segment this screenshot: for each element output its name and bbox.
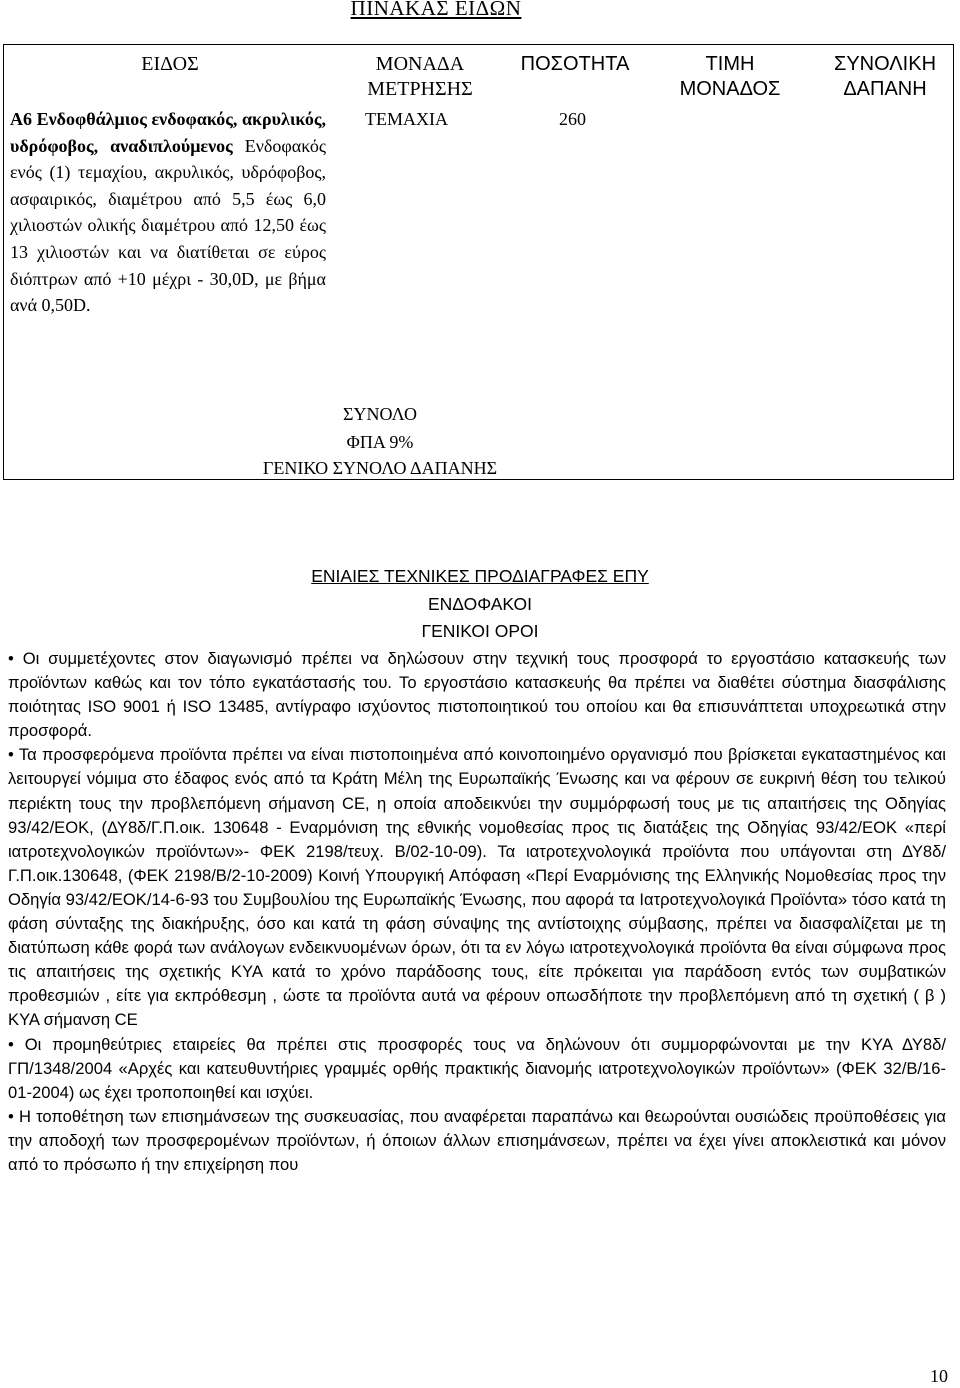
header-total-cost: [812, 52, 958, 102]
header-unit-line1: ΜΟΝΑΔΑ: [375, 53, 465, 75]
header-item: ΕΙΔΟΣ: [141, 53, 199, 75]
general-terms-body: [8, 647, 946, 1177]
page-number: 10: [930, 1366, 948, 1386]
header-quantity: ΠΟΣΟΤΗΤΑ: [520, 53, 630, 75]
terms-paragraph-text: Οι προμηθεύτριες εταιρείες θα πρέπει στις προσφορές τους να δηλώνουν ότι συμμορφώνονται με την ΚΥΑ ΔΥ8δ/ΓΠ/1348/2004 «Αρχές και κατευθυντήριες γραμμές ορθής πρακτικής διανομής ιατροτεχνολογικών προϊόντων» (ΦΕΚ 32/Β/16-01-2004) ως έχει τροποποιηθεί και ισχύει.: [8, 1034, 946, 1102]
header-total-line1: ΣΥΝΟΛΙΚΗ: [833, 53, 937, 75]
subtotal-label: ΣΥΝΟΛΟ: [343, 404, 417, 424]
item-description: Ενδοφακός ενός (1) τεμαχίου, ακρυλικός, υδρόφοβος, ασφαιρικός, διαμέτρου από 5,5 έως 6,0 χιλιοστών ολικής διαμέτρου από 12,50 έως 13 χιλιοστών και να διατίθεται σε εύρος διόπτρων από +10 μέχρι - 30,0D, με βήμα ανά 0,50D.: [10, 135, 327, 316]
terms-paragraph: • Οι συμμετέχοντες στον διαγωνισμό πρέπει να δηλώσουν στην τεχνική τους προσφορά το εργοστάσιο κατασκευής των προϊόντων καθώς και τον τόπο εγκατάστασής του. Το εργοστάσιο κατασκευής θα πρέπει να διαθέτει σύστημα διασφάλισης ποιότητας ISO 9001 ή ISO 13485, αντίγραφο ισχύοντος πιστοποιητικού του οποίου και θα επισυνάπτεται υποχρεωτικά στην προσφορά.: [8, 649, 946, 741]
header-unit-line2: ΜΕΤΡΗΣΗΣ: [367, 78, 473, 100]
terms-paragraph-text: Η τοποθέτηση των επισημάνσεων της συσκευασίας, που αναφέρεται παραπάνω και θεωρούνται ουσιώδεις προϋποθέσεις για την αποδοχή των προσφερομένων προϊόντων, ή όποιων άλλων επισημάνσεων, πρέπει να έχει γίνει αποκλειστικά και μόνον από το πρόσωπο ή την επιχείρηση που: [8, 1106, 947, 1174]
terms-paragraph: • Η τοποθέτηση των επισημάνσεων της συσκευασίας, που αναφέρεται παραπάνω και θεωρούνται ουσιώδεις προϋποθέσεις για την αποδοχή των προσφερομένων προϊόντων, ή όποιων άλλων επισημάνσεων, πρέπει να έχει γίνει αποκλειστικά και μόνον από το πρόσωπο ή την επιχείρηση που: [8, 1106, 947, 1174]
vat-label: ΦΠΑ 9%: [346, 432, 414, 452]
item-quantity: 260: [559, 109, 586, 129]
section-subheading: ΕΝΔΟΦΑΚΟΙ: [428, 594, 532, 614]
item-description-cell: [10, 106, 326, 319]
section-heading: ΕΝΙΑΙΕΣ ΤΕΧΝΙΚΕΣ ΠΡΟΔΙΑΓΡΑΦΕΣ ΕΠΥ: [311, 566, 649, 586]
header-price-line2: ΜΟΝΑΔΟΣ: [679, 78, 781, 100]
item-title: Α6 Ενδοφθάλμιος ενδοφακός, ακρυλικός, υδρόφοβος, αναδιπλούμενος: [10, 109, 326, 156]
terms-paragraph-text: Τα προσφερόμενα προϊόντα πρέπει να είναι πιστοποιημένα από κοινοποιημένο οργανισμό που βρίσκεται εγκαταστημένος και λειτουργεί νόμιμα στο έδαφος ενός από τα Κράτη Μέλη της Ευρωπαϊκής Ένωσης και να φέρουν σε ευκρινή θέση του τελικού περιέκτη τους την προβλεπόμενη σήμανση CE, η οποία αποδεικνύει την συμμόρφωσή τους με τις απαιτήσεις της Οδηγίας 93/42/ΕΟΚ, (ΔΥ8δ/Γ.Π.οικ. 130648 - Εναρμόνιση της εθνικής νομοθεσίας προς τις διατάξεις της Οδηγίας 93/42/ΕΟΚ «περί ιατροτεχνολογικών προϊόντων»- ΦΕΚ 2198/τευχ. Β/02-10-09). Τα ιατροτεχνολογικά προϊόντα που υπάγονται στη ΔΥ8δ/Γ.Π.οικ.130648, (ΦΕΚ 2198/Β/2-10-2009) Κοινή Υπουργική Απόφαση «Περί Εναρμόνισης της Ελληνικής Νομοθεσίας προς την Οδηγία 93/42/ΕΟΚ/14-6-93 του Συμβουλίου της Ευρωπαϊκής Ένωσης, που αφορά τα Ιατροτεχνολογικά Προϊόντα» τόσο κατά τη φάση σύνταξης της διακήρυξης, όσο και κατά τη φάση σύναψης της αντίστοιχης σύμβασης, πρέπει να διασφαλίζεται με τη διατύπωση κάθε φορά των ανάλογων ενδεικνυομένων όρων, ότι τα εν λόγω ιατροτεχνολογικά προϊόντα θα είναι σύμφωνα προς τις απαιτήσεις της σχετικής ΚΥΑ κατά το χρόνο παράδοσης τους, είτε πρόκειται για παράδοση εντός των συμβατικών προθεσμιών , είτε για εκπρόθεσμη , ώστε τα προϊόντα αυτά να φέρουν οπωσδήποτε την προβλεπόμενη από τη σχετική ( β ) ΚΥΑ σήμανση CE: [8, 745, 946, 1030]
terms-paragraph: • Οι προμηθεύτριες εταιρείες θα πρέπει στις προσφορές τους να δηλώνουν ότι συμμορφώνονται με την ΚΥΑ ΔΥ8δ/ΓΠ/1348/2004 «Αρχές και κατευθυντήριες γραμμές ορθής πρακτικής διανομής ιατροτεχνολογικών προϊόντων» (ΦΕΚ 32/Β/16-01-2004) ως έχει τροποποιηθεί και ισχύει.: [8, 1034, 946, 1102]
item-unit: ΤΕΜΑΧΙΑ: [365, 109, 448, 129]
header-unit-price: [660, 52, 800, 102]
header-unit: [340, 52, 500, 102]
terms-paragraph-text: Οι συμμετέχοντες στον διαγωνισμό πρέπει να δηλώσουν στην τεχνική τους προσφορά το εργοστάσιο κατασκευής των προϊόντων καθώς και τον τόπο εγκατάστασής του. Το εργοστάσιο κατασκευής θα πρέπει να διαθέτει σύστημα διασφάλισης ποιότητας ISO 9001 ή ISO 13485, αντίγραφο ισχύοντος πιστοποιητικού του οποίου και θα επισυνάπτεται υποχρεωτικά στην προσφορά.: [8, 649, 946, 741]
grand-total-label: ΓΕΝΙΚΟ ΣΥΝΟΛΟ ΔΑΠΑΝΗΣ: [262, 458, 498, 478]
header-price-line1: ΤΙΜΗ: [705, 53, 755, 75]
terms-paragraph: • Τα προσφερόμενα προϊόντα πρέπει να είναι πιστοποιημένα από κοινοποιημένο οργανισμό που βρίσκεται εγκαταστημένος και λειτουργεί νόμιμα στο έδαφος ενός από τα Κράτη Μέλη της Ευρωπαϊκής Ένωσης και να φέρουν σε ευκρινή θέση του τελικού περιέκτη τους την προβλεπόμενη σήμανση CE, η οποία αποδεικνύει την συμμόρφωσή τους με τις απαιτήσεις της Οδηγίας 93/42/ΕΟΚ, (ΔΥ8δ/Γ.Π.οικ. 130648 - Εναρμόνιση της εθνικής νομοθεσίας προς τις διατάξεις της Οδηγίας 93/42/ΕΟΚ «περί ιατροτεχνολογικών προϊόντων»- ΦΕΚ 2198/τευχ. Β/02-10-09). Τα ιατροτεχνολογικά προϊόντα που υπάγονται στη ΔΥ8δ/Γ.Π.οικ.130648, (ΦΕΚ 2198/Β/2-10-2009) Κοινή Υπουργική Απόφαση «Περί Εναρμόνισης της Ελληνικής Νομοθεσίας προς την Οδηγία 93/42/ΕΟΚ/14-6-93 του Συμβουλίου της Ευρωπαϊκής Ένωσης, που αφορά τα Ιατροτεχνολογικά Προϊόντα» τόσο κατά τη φάση σύνταξης της διακήρυξης, όσο και κατά τη φάση σύναψης της αντίστοιχης σύμβασης, πρέπει να διασφαλίζεται με τη διατύπωση κάθε φορά των ανάλογων ενδεικνυομένων όρων, ότι τα εν λόγω ιατροτεχνολογικά προϊόντα θα είναι σύμφωνα προς τις απαιτήσεις της σχετικής ΚΥΑ κατά το χρόνο παράδοσης τους, είτε πρόκειται για παράδοση εντός των συμβατικών προθεσμιών , είτε για εκπρόθεσμη , ώστε τα προϊόντα αυτά να φέρουν οπωσδήποτε την προβλεπόμενη από τη σχετική ( β ) ΚΥΑ σήμανση CE: [8, 745, 946, 1030]
general-terms-heading: ΓΕΝΙΚΟΙ ΟΡΟΙ: [421, 621, 539, 641]
page-title: ΠΙΝΑΚΑΣ ΕΙΔΩΝ: [350, 0, 522, 20]
header-total-line2: ΔΑΠΑΝΗ: [843, 78, 927, 100]
